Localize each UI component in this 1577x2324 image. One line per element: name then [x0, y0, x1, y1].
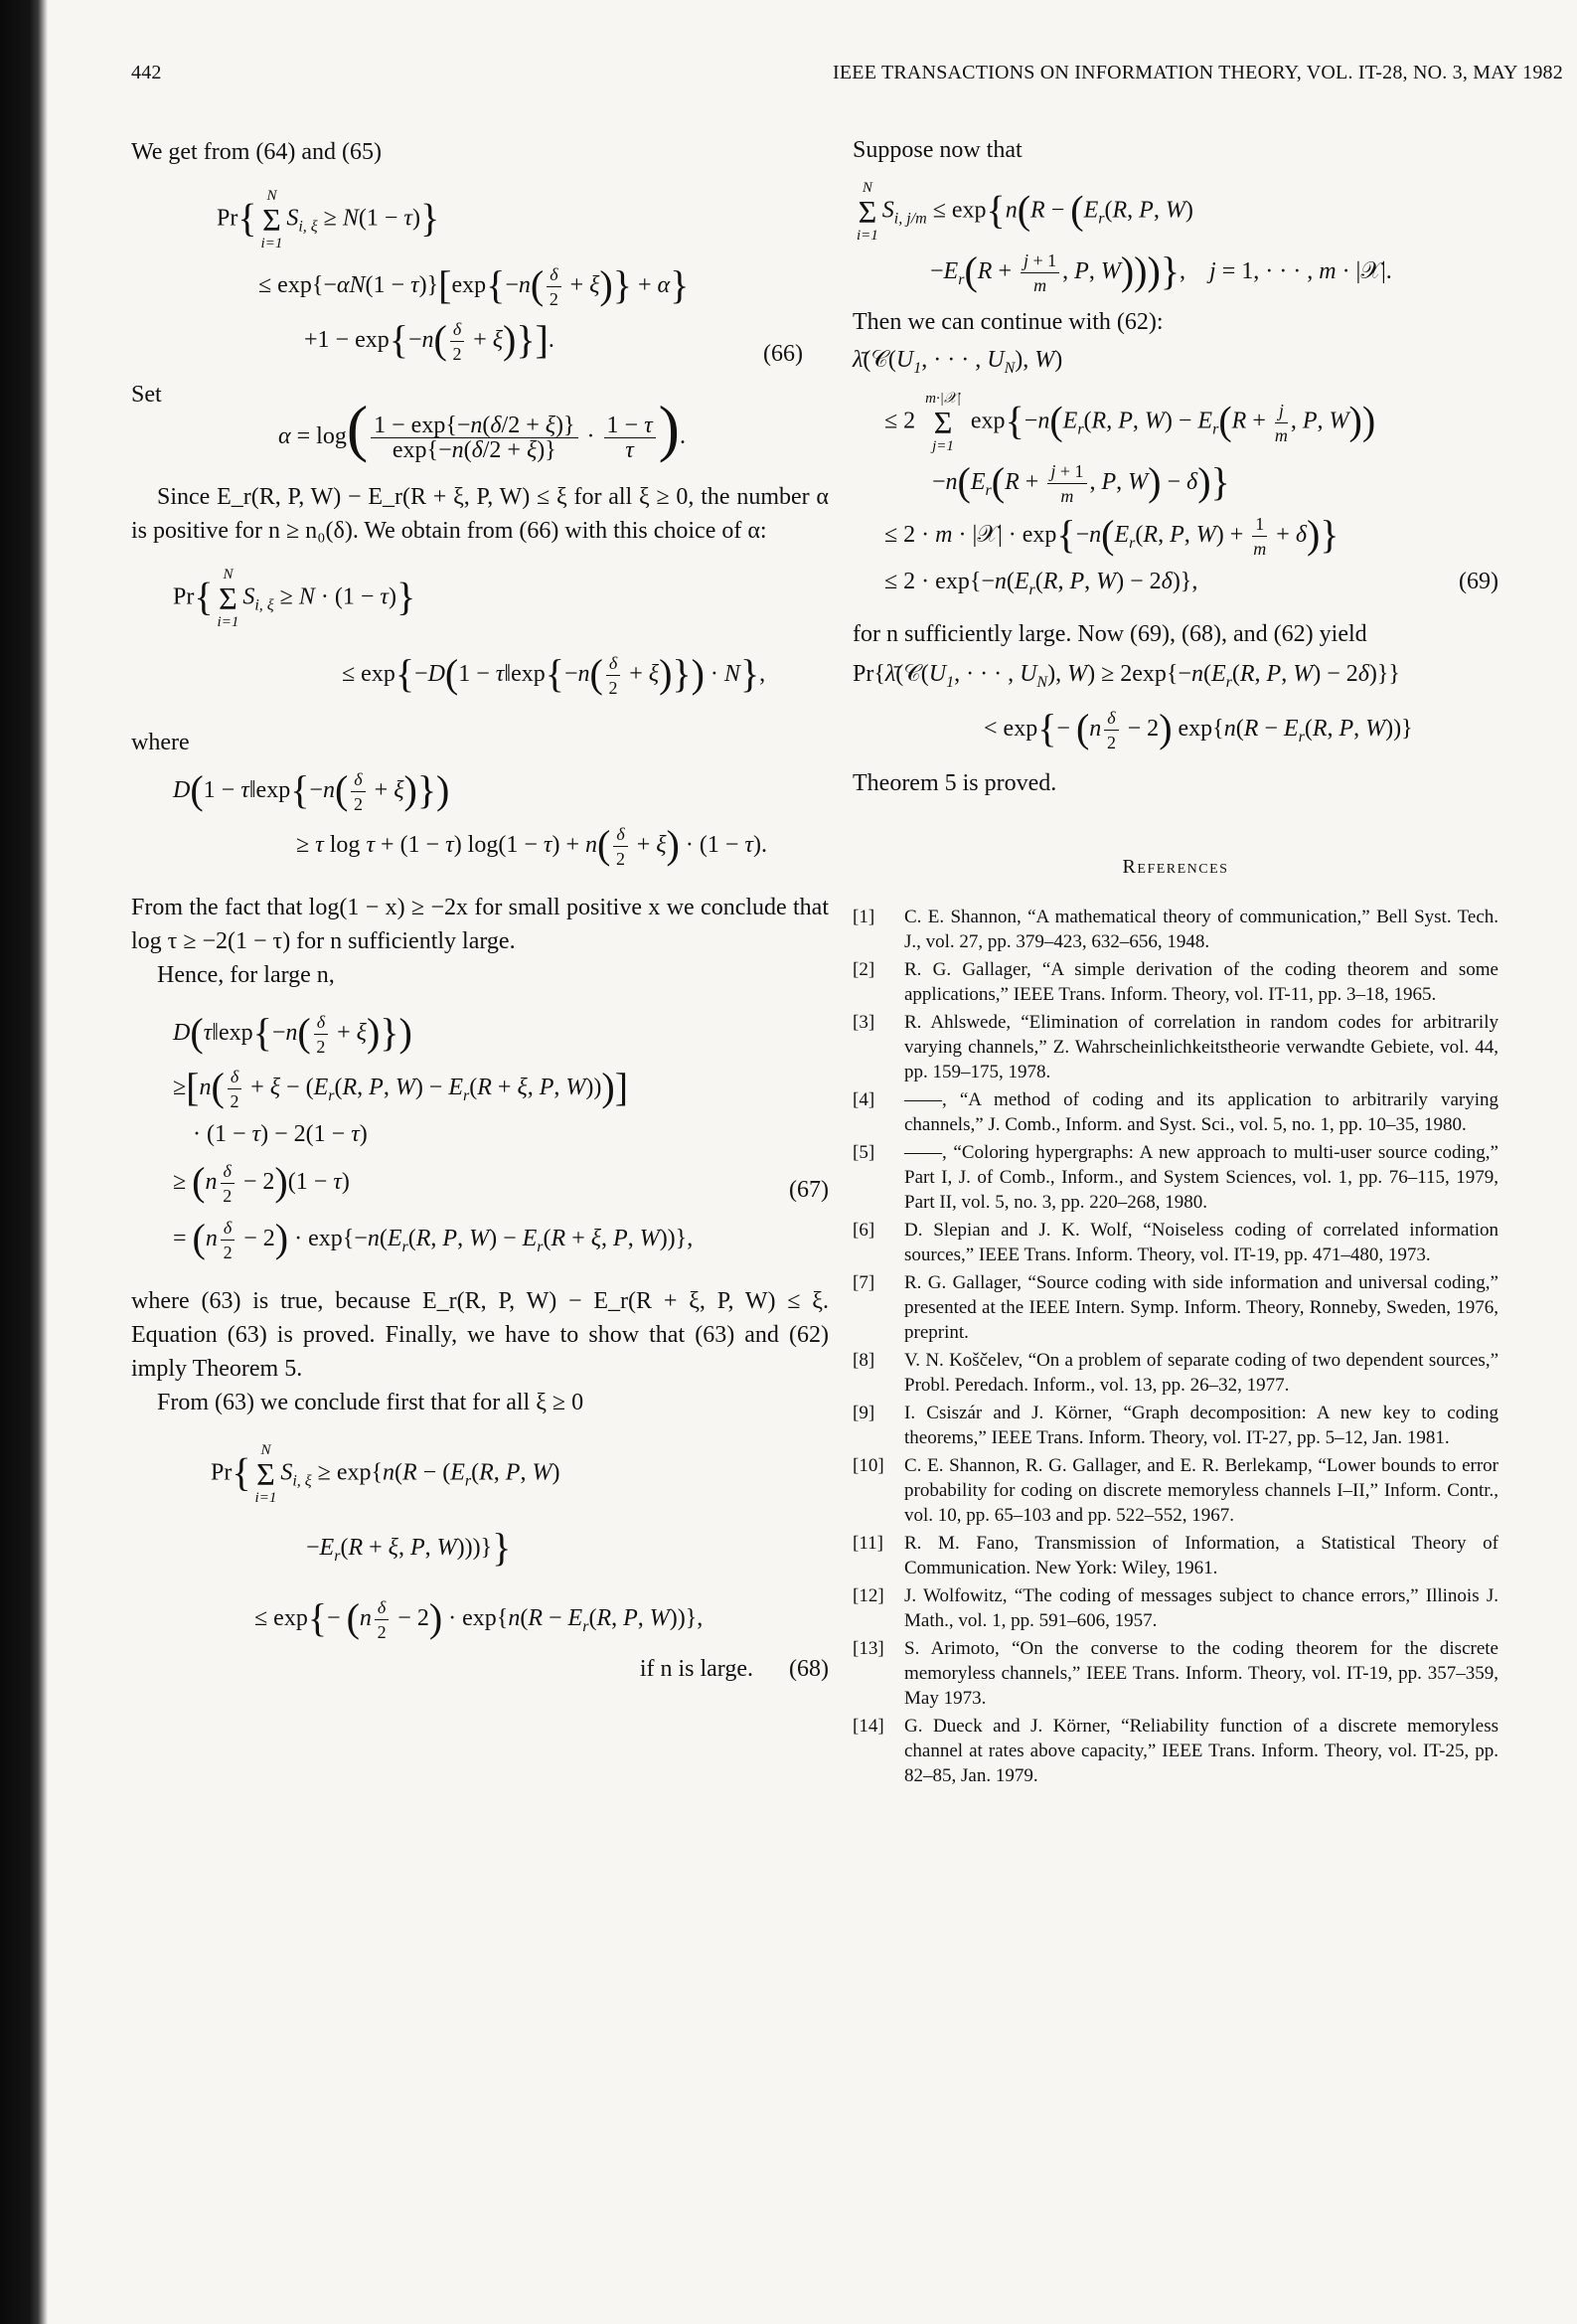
- from-63-paragraph: From (63) we conclude first that for all ξ ≥ 0: [157, 1390, 584, 1416]
- reference-text: V. N. Koščelev, “On a problem of separate coding of two dependent sources,” Probl. Peredach. Inform., vol. 13, pp. 26–32, 1977.: [904, 1350, 1498, 1397]
- reference-number: [9]: [853, 1403, 875, 1424]
- equation-66-line3: +1 − exp{−n( $\frac{\delta}{2}$ + ξ)}]. (66): [304, 317, 829, 366]
- equation-67-line2: ≥[n( $\frac{\delta}{2}$ + $\xi - (E_r(R$, P, $W) - E_r(R + \xi$, P, W)))]: [173, 1065, 629, 1111]
- continue-text: Then we can continue with (62):: [853, 309, 1164, 336]
- equation-68-number: (68): [789, 1656, 829, 1683]
- equation-66-line1: Pr{ N Σ i=1 $S_{i, \xi} \ge N(1 - \tau)$}: [217, 188, 440, 251]
- reference-item: [853, 1010, 1498, 1084]
- reference-number: [6]: [853, 1220, 875, 1242]
- divergence-line2: ≥ τ log τ + (1 − τ) log(1 − τ) + n( $\frac{\delta}{2}$ + ξ) · (1 − τ).: [296, 822, 767, 869]
- reference-item: [853, 905, 1498, 954]
- equation-69-line5: ≤ $2 \cdot \exp\{-n(E_r(R$, P, W) − 2δ)}, (69): [884, 565, 1498, 607]
- proved-text: Theorem 5 is proved.: [853, 770, 1057, 797]
- reference-number: [8]: [853, 1350, 875, 1372]
- equation-69-line3: $-n(E_r(R$ + $\frac{j + 1}{m}$ , P, W) − δ)}: [932, 459, 1230, 507]
- reference-number: [5]: [853, 1142, 875, 1164]
- reference-text: S. Arimoto, “On the converse to the coding theorem for the discrete memoryless channels,” IEEE Trans. Inform. Theory, vol. IT-19, pp. 357–359, May 1973.: [904, 1638, 1498, 1710]
- reference-text: R. M. Fano, Transmission of Information, a Statistical Theory of Communication. New York: Wiley, 1961.: [904, 1533, 1498, 1579]
- tail-bound-line1: Pr{ N Σ i=1 $S_{i, \xi} \ge N \cdot (1 - \tau)$}: [173, 566, 416, 630]
- scan-edge: [0, 0, 48, 2324]
- reference-item: [853, 1401, 1498, 1450]
- equation-67-number: (67): [789, 1177, 829, 1203]
- tail-bound-line2: ≤ exp{−D(1 − τ‖exp{−n( $\frac{\delta}{2}$ + ξ)}) · N},: [342, 651, 766, 698]
- fact-paragraph: From the fact that log(1 − x) ≥ −2x for small positive x we conclude that log τ ≥ −2(1 − τ) for n sufficiently large.: [131, 894, 829, 954]
- equation-67-line1: D(τ‖exp{−n( $\frac{\delta}{2}$ + ξ)}): [173, 1010, 412, 1057]
- reference-item: [853, 1583, 1498, 1633]
- reference-item: [853, 957, 1498, 1007]
- reference-text: ——, “Coloring hypergraphs: A new approach to multi-user source coding,” Part I, J. of Comb., Inform., and System Sciences, vol. 1, pp. 76–115, 1979, Part II, vol. 5, no. 3, pp. 220–268, 1980.: [904, 1142, 1498, 1214]
- reference-number: [13]: [853, 1638, 884, 1660]
- reference-number: [14]: [853, 1716, 884, 1738]
- reference-number: [11]: [853, 1533, 883, 1555]
- equation-69-number: (69): [1459, 569, 1498, 595]
- reference-text: R. G. Gallager, “Source coding with side information and universal coding,” presented at the IEEE Intern. Symp. Inform. Theory, Ronneby, Sweden, 1976, preprint.: [904, 1272, 1498, 1344]
- equation-69-line1: $\lambdā(𝒞(U_1$, · · · , $U_N$), W): [853, 347, 1063, 378]
- reference-item: [853, 1140, 1498, 1215]
- set-label: Set: [131, 382, 162, 408]
- equation-68-line2: $-E_r(R + \xi$, P, W)))}}: [306, 1525, 512, 1571]
- reference-item: [853, 1348, 1498, 1398]
- alpha-definition: α = log( $\frac{1 - \exp\{-n(\delta/2 + \xi)\}}{\exp\{-n(\delta/2 + \xi)\}}$ · $\frac{1 - \tau}{\tau}$ ).: [278, 393, 686, 463]
- reference-text: C. E. Shannon, “A mathematical theory of communication,” Bell Syst. Tech. J., vol. 27, pp. 379–423, 632–656, 1948.: [904, 907, 1498, 953]
- reference-item: [853, 1218, 1498, 1267]
- if-large-text: if n is large.: [639, 1656, 754, 1683]
- since-paragraph: Since E_r(R, P, W) − E_r(R + ξ, P, W) ≤ ξ for all ξ ≥ 0, the number α is positive for n ≥ n₀(δ). We obtain from (66) with this choice of α:: [131, 483, 829, 544]
- running-header: IEEE TRANSACTIONS ON INFORMATION THEORY, VOL. IT-28, NO. 3, MAY 1982: [833, 62, 1563, 83]
- reference-text: G. Dueck and J. Körner, “Reliability function of a discrete memoryless channel at rates above capacity,” IEEE Trans. Inform. Theory, vol. IT-25, pp. 82–85, Jan. 1979.: [904, 1716, 1498, 1787]
- reference-number: [10]: [853, 1455, 884, 1477]
- equation-66-line2: ≤ exp{−αN(1 − τ)}[exp{−n( $\frac{\delta}{2}$ + ξ)} + α}: [258, 262, 690, 309]
- where-63-paragraph: where (63) is true, because E_r(R, P, W) − E_r(R + ξ, P, W) ≤ ξ. Equation (63) is proved. Finally, we have to show that (63) and (62) imply Theorem 5.: [131, 1288, 829, 1383]
- reference-text: R. G. Gallager, “A simple derivation of the coding theorem and some applications,” IEEE Trans. Inform. Theory, vol. IT-11, pp. 3–18, 1965.: [904, 959, 1498, 1006]
- references-heading: References: [1122, 856, 1229, 879]
- reference-item: [853, 1087, 1498, 1137]
- hence-paragraph: Hence, for large n,: [157, 961, 335, 988]
- equation-68-line3: ≤ exp{− (n $\frac{\delta}{2}$ − $2) \cdot \exp\{n(R - E_r(R$, P, W))},: [254, 1595, 704, 1643]
- reference-item: [853, 1714, 1498, 1788]
- left-column: [131, 127, 829, 1686]
- equation-67-line4: ≥ (n $\frac{\delta}{2}$ − 2)(1 − τ) (67): [173, 1159, 829, 1206]
- reference-item: [853, 1453, 1498, 1528]
- reference-list: [853, 905, 1498, 1788]
- assumption-line2: $-E_r(R$ + $\frac{j + 1}{m}$ , P, W)))}, j = 1, · · · , m · |𝒳|.: [930, 249, 1392, 295]
- where-label: where: [131, 729, 190, 755]
- final-bound-line1: $Pr\{\lambdā(𝒞(U_1$, · · · , $U_N$), $W) \ge 2\exp\{-n(E_r(R$, P, W) − 2δ)}}: [853, 661, 1400, 692]
- reference-item: [853, 1636, 1498, 1711]
- reference-number: [12]: [853, 1585, 884, 1607]
- reference-number: [7]: [853, 1272, 875, 1294]
- reference-number: [1]: [853, 907, 875, 928]
- equation-67-line5: = (n $\frac{\delta}{2}$ − $2) \cdot \exp\{-n(E_r(R$, P, $W) - E_r(R + \xi$, P, W))},: [173, 1216, 694, 1262]
- reference-text: ——, “A method of coding and its application to arbitrarily varying channels,” J. Comb., Inform. and Syst. Sci., vol. 5, no. 1, pp. 10–35, 1980.: [904, 1089, 1498, 1136]
- suppose-text: Suppose now that: [853, 137, 1023, 163]
- final-bound-line2: < exp{− (n $\frac{\delta}{2}$ − 2) $\exp\{n(R - E_r(R$, P, W))}: [984, 706, 1413, 753]
- right-column: [853, 127, 1498, 1791]
- equation-66-number: (66): [763, 341, 803, 367]
- reference-item: [853, 1531, 1498, 1580]
- equation-68-line1: Pr{ N Σ i=1 $S_{i, \xi} \ge \exp\{n(R - (E_r(R$, P, W): [211, 1442, 560, 1507]
- equation-69-line2: ≤ 2 m·|𝒳| Σ j=1 $\exp\{-n(E_r(R$, P, $W) - E_r(R$ + $\frac{j}{m}$ , P, W)): [884, 391, 1376, 455]
- reference-number: [4]: [853, 1089, 875, 1111]
- equation-69-line4: ≤ 2 · m · |𝒳| · $\exp\{-n(E_r(R$, P, W) + $\frac{1}{m}$ + δ)}: [884, 512, 1340, 560]
- page-number: 442: [131, 62, 162, 83]
- reference-number: [3]: [853, 1012, 875, 1034]
- reference-text: J. Wolfowitz, “The coding of messages subject to chance errors,” Illinois J. Math., vol. 1, pp. 591–606, 1957.: [904, 1585, 1498, 1632]
- reference-number: [2]: [853, 959, 875, 981]
- reference-text: I. Csiszár and J. Körner, “Graph decomposition: A new key to coding theorems,” IEEE Trans. Inform. Theory, vol. IT-27, pp. 5–12, Jan. 1981.: [904, 1403, 1498, 1449]
- reference-text: D. Slepian and J. K. Wolf, “Noiseless coding of correlated information sources,” IEEE Trans. Inform. Theory, vol. IT-19, pp. 471–480, 1973.: [904, 1220, 1498, 1266]
- divergence-line1: D(1 − τ‖exp{−n( $\frac{\delta}{2}$ + ξ)}): [173, 767, 450, 814]
- assumption-line1: N Σ i=1 $S_{i, j/m} \le \exp\{n(R - (E_r(R$, P, W): [857, 180, 1193, 244]
- equation-67-line3: · (1 − τ) − 2(1 − τ): [193, 1121, 368, 1147]
- intro-text: We get from (64) and (65): [131, 139, 382, 165]
- reference-text: C. E. Shannon, R. G. Gallager, and E. R. Berlekamp, “Lower bounds to error probability for coding on discrete memoryless channels I–II,” Inform. Contr., vol. 10, pp. 65–103 and pp. 522–552, 1967.: [904, 1455, 1498, 1527]
- yield-text: for n sufficiently large. Now (69), (68), and (62) yield: [853, 621, 1367, 648]
- reference-text: R. Ahlswede, “Elimination of correlation in random codes for arbitrarily varying channels,” Z. Wahrscheinlichkeitstheorie verwandte Gebiete, vol. 44, pp. 159–175, 1978.: [904, 1012, 1498, 1083]
- equation-68-tail: [131, 1652, 829, 1686]
- reference-item: [853, 1270, 1498, 1345]
